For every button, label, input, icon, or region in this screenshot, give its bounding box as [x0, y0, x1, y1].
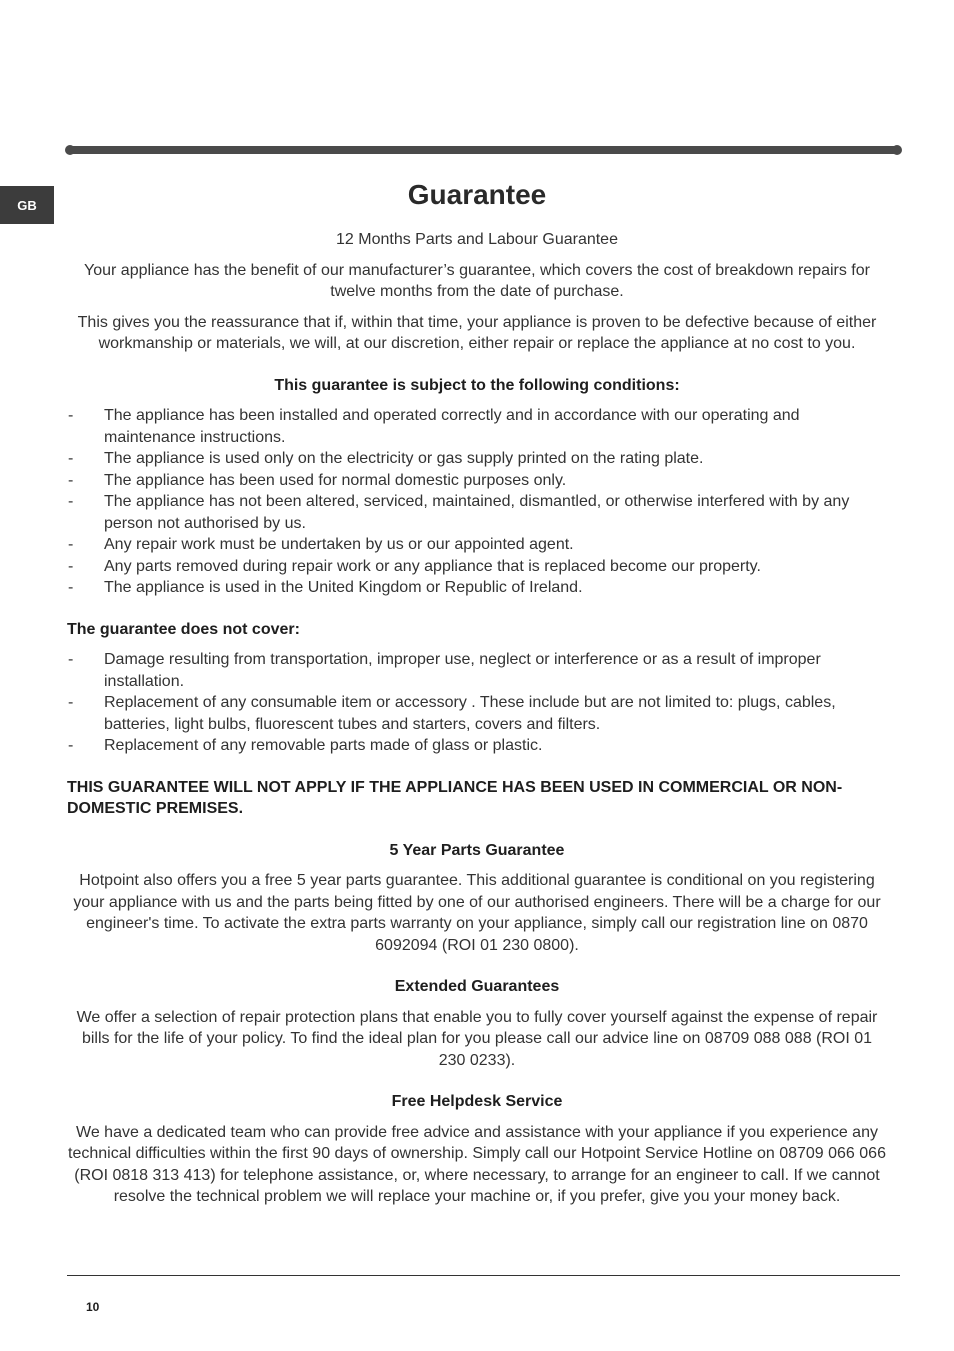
five-year-text: Hotpoint also offers you a free 5 year parts guarantee. This additional guarantee is conditional on you registering your appliance with us and the parts being fitted by one of our authorised engineers. There will be a charge for our engineer's time. To activate the extra parts warranty on your appliance, simply call our registration line on 0870 6092094 (ROI 01 230 0800). — [73, 872, 881, 954]
extended-heading: Extended Guarantees — [394, 978, 560, 995]
five-year-heading: 5 Year Parts Guarantee — [389, 841, 565, 859]
page-title: Guarantee — [407, 179, 547, 210]
list-item: - The appliance has been installed and operated correctly and in accordance with our operating and maintenance instructions. — [67, 405, 887, 448]
not-covered-list — [67, 649, 887, 757]
list-item: - Replacement of any removable parts made of glass or plastic. — [67, 735, 887, 757]
conditions-heading: This guarantee is subject to the following conditions: — [274, 376, 680, 394]
list-item: - Any parts removed during repair work or any appliance that is replaced become our property. — [67, 556, 887, 578]
list-item: - The appliance is used only on the electricity or gas supply printed on the rating plate. — [67, 448, 887, 470]
conditions-list — [67, 405, 887, 599]
list-item: - The appliance has been used for normal domestic purposes only. — [67, 470, 887, 492]
intro-paragraph-1: Your appliance has the benefit of our manufacturer’s guarantee, which covers the cost of breakdown repairs for twelve months from the date of purchase. — [84, 261, 870, 300]
language-tab: GB — [0, 186, 54, 224]
list-item: - Replacement of any consumable item or accessory . These include but are not limited to: plugs, cables, batteries, light bulbs, fluorescent tubes and starters, covers and filters. — [67, 692, 887, 735]
list-item: - Damage resulting from transportation, improper use, neglect or interference or as a result of improper installation. — [67, 649, 887, 692]
guarantee-content — [67, 178, 887, 1217]
not-covered-heading: The guarantee does not cover: — [67, 620, 300, 638]
helpdesk-text: We have a dedicated team who can provide free advice and assistance with your appliance if you experience any technical difficulties within the first 90 days of ownership. Simply call our Hotpoint Service Hotline on 08709 066 066 (ROI 0818 313 413) for telephone assistance, or, where necessary, to arrange for an engineer to call. If we cannot resolve the technical problem we will replace your machine or, if you prefer, give you your money back. — [68, 1123, 886, 1205]
list-item: - Any repair work must be undertaken by us or our appointed agent. — [67, 534, 887, 556]
list-item: - The appliance has not been altered, serviced, maintained, dismantled, or otherwise interfered with by any person not authorised by us. — [67, 491, 887, 534]
intro-paragraph-2: This gives you the reassurance that if, within that time, your appliance is proven to be defective because of either workmanship or materials, we will, at our discretion, either repair or replace the appliance at no cost to you. — [77, 313, 877, 352]
list-item: - The appliance is used in the United Kingdom or Republic of Ireland. — [67, 577, 887, 599]
helpdesk-heading: Free Helpdesk Service — [391, 1093, 563, 1110]
extended-text: We offer a selection of repair protection plans that enable you to fully cover yourself against the expense of repair bills for the life of your policy. To find the ideal plan for you please call our advice line on 08709 088 088 (ROI 01 230 0233). — [76, 1008, 878, 1069]
commercial-use-warning: THIS GUARANTEE WILL NOT APPLY IF THE APPLIANCE HAS BEEN USED IN COMMERCIAL OR NON-DOMESTIC PREMISES. — [67, 778, 843, 817]
footer-divider — [67, 1275, 900, 1276]
page-number: 10 — [86, 1300, 100, 1314]
guarantee-subtitle: 12 Months Parts and Labour Guarantee — [336, 231, 618, 248]
top-divider-bar — [67, 146, 900, 154]
